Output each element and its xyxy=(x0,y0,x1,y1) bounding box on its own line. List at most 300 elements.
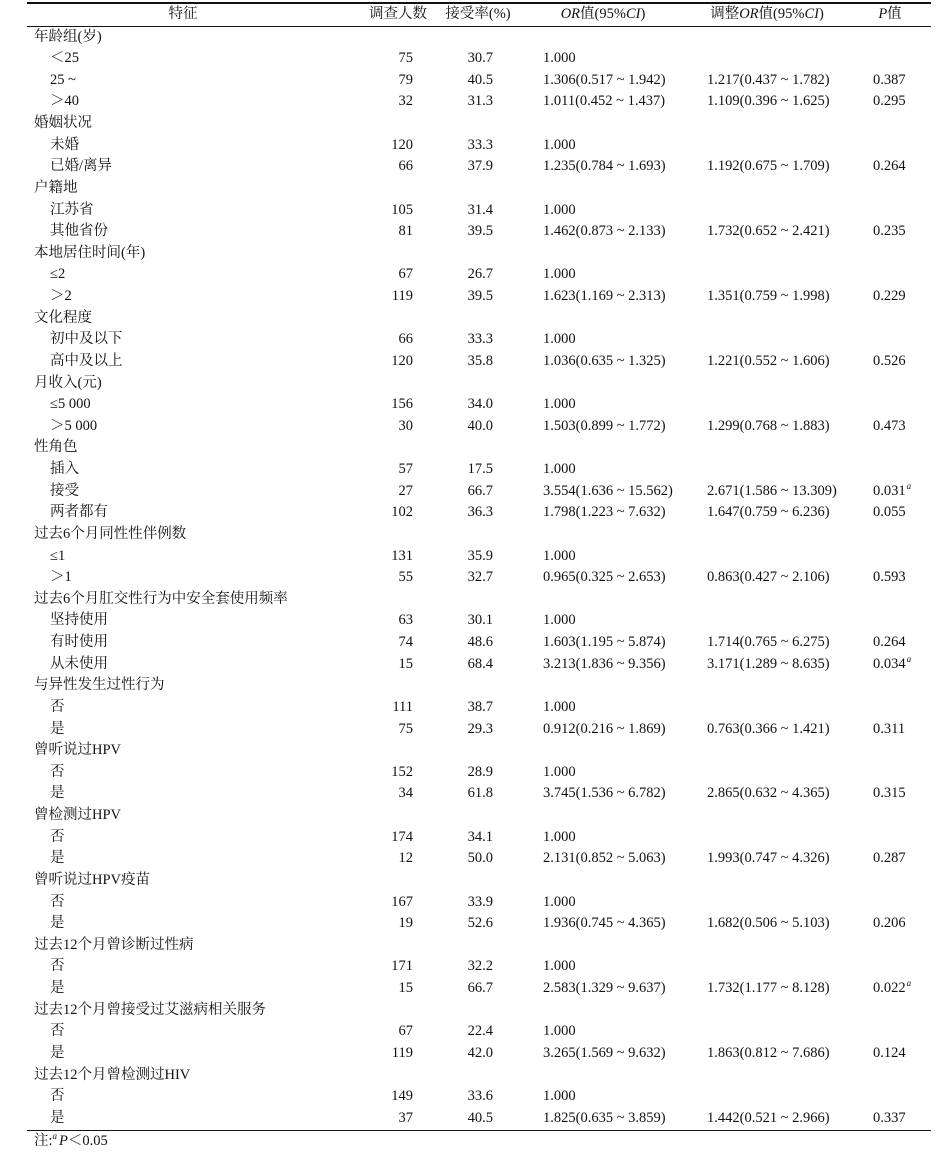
adjusted-or-value-text: 1.732(0.652 ~ 2.421) xyxy=(707,223,830,240)
survey-count-text: 75 xyxy=(398,720,413,737)
or-value xyxy=(543,502,666,524)
or-value-text: 1.000 xyxy=(543,201,576,218)
acceptance-rate xyxy=(435,481,493,503)
survey-count xyxy=(355,91,413,113)
or-value-text: 2.583(1.329 ~ 9.637) xyxy=(543,980,666,996)
group-label: 曾听说过HPV xyxy=(34,742,122,759)
table-row xyxy=(0,329,944,351)
column-header-text: OR xyxy=(560,6,581,22)
survey-count-text: 174 xyxy=(391,828,413,845)
or-value xyxy=(543,351,666,373)
or-value xyxy=(543,848,666,870)
adjusted-or-value xyxy=(707,848,830,870)
acceptance-rate-text: 17.5 xyxy=(467,461,493,477)
survey-count xyxy=(355,351,413,373)
survey-count-text: 156 xyxy=(391,396,413,413)
adjusted-or-value-text: 1.993(0.747 ~ 4.326) xyxy=(707,850,830,867)
acceptance-rate xyxy=(435,848,493,870)
p-value-text: 0.264 xyxy=(873,158,906,175)
or-value xyxy=(543,956,576,978)
or-value xyxy=(543,459,576,481)
adjusted-or-value xyxy=(707,1043,830,1065)
survey-count xyxy=(355,394,413,416)
acceptance-rate xyxy=(435,546,493,568)
table-row xyxy=(0,200,944,222)
or-value xyxy=(543,394,576,416)
group-row xyxy=(0,805,944,827)
row-label: 否 xyxy=(50,763,65,780)
or-value-text: 1.000 xyxy=(543,50,576,67)
or-value-text: 1.462(0.873 ~ 2.133) xyxy=(543,223,666,240)
adjusted-or-value-text: 1.682(0.506 ~ 5.103) xyxy=(707,915,830,932)
column-header-acceptance-rate xyxy=(436,3,520,26)
survey-count-text: 55 xyxy=(398,569,413,586)
table-row xyxy=(0,70,944,92)
row-label: 是 xyxy=(50,1044,65,1061)
survey-count xyxy=(355,654,413,676)
or-value xyxy=(543,654,666,676)
row-label: 两者都有 xyxy=(50,504,108,521)
survey-count-text: 67 xyxy=(398,266,413,283)
p-value xyxy=(873,783,906,805)
group-row xyxy=(0,437,944,459)
column-header-text: 调整 xyxy=(710,6,740,22)
adjusted-or-value-text: 1.299(0.768 ~ 1.883) xyxy=(707,417,830,434)
or-value xyxy=(543,1021,576,1043)
survey-count xyxy=(355,610,413,632)
survey-count-text: 66 xyxy=(398,331,413,348)
or-value xyxy=(543,546,576,568)
or-value-text: 1.000 xyxy=(543,698,576,715)
group-row xyxy=(0,373,944,395)
acceptance-rate-text: 35.9 xyxy=(467,547,493,564)
acceptance-rate-text: 33.6 xyxy=(467,1088,493,1105)
survey-count xyxy=(355,481,413,503)
adjusted-or-value xyxy=(707,783,830,805)
group-row xyxy=(0,589,944,611)
column-header-adjusted-or-value xyxy=(697,3,837,26)
survey-count-text: 119 xyxy=(391,288,413,304)
footnote xyxy=(34,1132,108,1150)
or-value xyxy=(543,91,665,113)
table-row xyxy=(0,502,944,524)
survey-count xyxy=(355,329,413,351)
p-value xyxy=(873,416,906,438)
adjusted-or-value-text: 1.217(0.437 ~ 1.782) xyxy=(707,71,830,88)
row-label: 是 xyxy=(50,785,65,802)
or-value-text: 3.745(1.536 ~ 6.782) xyxy=(543,785,666,802)
acceptance-rate xyxy=(435,783,493,805)
group-row xyxy=(0,740,944,762)
survey-count xyxy=(355,1021,413,1043)
row-label: 25 ~ xyxy=(50,71,76,88)
row-label: ＞40 xyxy=(50,93,79,110)
acceptance-rate xyxy=(435,48,493,70)
column-header-text: 接受率(%) xyxy=(445,6,511,22)
survey-count xyxy=(355,286,413,308)
acceptance-rate xyxy=(435,1086,493,1108)
or-value-text: 0.912(0.216 ~ 1.869) xyxy=(543,720,666,737)
acceptance-rate-text: 48.6 xyxy=(467,634,493,650)
or-value-text: 1.000 xyxy=(543,547,576,564)
survey-count xyxy=(355,978,413,1000)
column-header-text: CI xyxy=(625,6,641,22)
table-row xyxy=(0,459,944,481)
p-value-text: 0.124 xyxy=(873,1044,906,1061)
p-value xyxy=(873,913,906,935)
adjusted-or-value-text: 0.763(0.366 ~ 1.421) xyxy=(707,720,830,737)
row-label: 坚持使用 xyxy=(50,612,108,629)
p-value-text: 0.055 xyxy=(873,504,906,521)
survey-count-text: 119 xyxy=(391,1044,413,1061)
adjusted-or-value-text: 2.865(0.632 ~ 4.365) xyxy=(707,785,830,802)
survey-count-text: 19 xyxy=(398,915,413,932)
column-header-survey-count xyxy=(360,3,436,26)
adjusted-or-value xyxy=(707,221,830,243)
adjusted-or-value xyxy=(707,416,830,438)
row-label: 插入 xyxy=(50,461,79,477)
table-row xyxy=(0,632,944,654)
column-header-text: 特征 xyxy=(168,6,198,22)
or-value-text: 1.623(1.169 ~ 2.313) xyxy=(543,288,666,304)
p-value xyxy=(873,848,906,870)
adjusted-or-value xyxy=(707,91,830,113)
or-value xyxy=(543,783,666,805)
group-label: 过去12个月曾检测过HIV xyxy=(34,1066,191,1083)
or-value xyxy=(543,156,666,178)
group-label: 婚姻状况 xyxy=(34,115,92,131)
acceptance-rate-text: 34.0 xyxy=(467,396,493,413)
survey-count-text: 66 xyxy=(398,158,413,175)
survey-count-text: 152 xyxy=(391,763,413,780)
adjusted-or-value xyxy=(707,567,830,589)
row-label: 是 xyxy=(50,720,65,737)
p-value xyxy=(873,978,911,1000)
acceptance-rate xyxy=(435,221,493,243)
survey-count xyxy=(355,848,413,870)
or-value xyxy=(543,978,666,1000)
group-row xyxy=(0,27,944,49)
row-label: 有时使用 xyxy=(50,634,108,650)
acceptance-rate-text: 39.5 xyxy=(467,223,493,240)
p-value-text: 0.473 xyxy=(873,417,906,434)
acceptance-rate-text: 33.3 xyxy=(467,136,493,153)
acceptance-rate-text: 39.5 xyxy=(467,288,493,304)
survey-count xyxy=(355,48,413,70)
acceptance-rate xyxy=(435,632,493,654)
adjusted-or-value xyxy=(707,719,830,741)
acceptance-rate xyxy=(435,1108,493,1130)
acceptance-rate-text: 40.5 xyxy=(467,1109,493,1126)
table-row xyxy=(0,762,944,784)
table-row xyxy=(0,697,944,719)
or-value-text: 1.306(0.517 ~ 1.942) xyxy=(543,71,666,88)
acceptance-rate xyxy=(435,762,493,784)
row-label: 是 xyxy=(50,1109,65,1126)
group-row xyxy=(0,113,944,135)
acceptance-rate xyxy=(435,827,493,849)
table-row xyxy=(0,48,944,70)
adjusted-or-value-text: 1.221(0.552 ~ 1.606) xyxy=(707,352,830,369)
or-value-text: 3.213(1.836 ~ 9.356) xyxy=(543,655,666,672)
acceptance-rate xyxy=(435,654,493,676)
or-value-text: 1.936(0.745 ~ 4.365) xyxy=(543,915,666,932)
adjusted-or-value xyxy=(707,913,830,935)
group-label: 曾检测过HPV xyxy=(34,807,122,823)
or-value-text: 1.503(0.899 ~ 1.772) xyxy=(543,417,666,434)
column-header-text: 调查人数 xyxy=(369,6,427,22)
p-value xyxy=(873,567,906,589)
column-header-text: 值 xyxy=(887,6,902,22)
survey-count-text: 30 xyxy=(398,417,413,434)
row-label: 是 xyxy=(50,850,65,867)
survey-count xyxy=(355,783,413,805)
column-header-p-value xyxy=(862,3,918,26)
table-row xyxy=(0,1043,944,1065)
or-value xyxy=(543,416,666,438)
or-value-text: 1.000 xyxy=(543,331,576,348)
survey-count-text: 167 xyxy=(391,893,413,910)
survey-count-text: 67 xyxy=(398,1023,413,1040)
survey-count-text: 74 xyxy=(398,634,413,650)
survey-count xyxy=(355,416,413,438)
adjusted-or-value xyxy=(707,502,830,524)
survey-count-text: 79 xyxy=(398,71,413,88)
footnote-mark: a xyxy=(52,1131,58,1142)
adjusted-or-value xyxy=(707,654,830,676)
column-header-text: P xyxy=(878,6,888,22)
p-value xyxy=(873,91,906,113)
survey-count-text: 63 xyxy=(398,612,413,629)
adjusted-or-value xyxy=(707,1108,830,1130)
survey-count-text: 120 xyxy=(391,352,413,369)
column-header-text: 值(95% xyxy=(758,6,805,22)
acceptance-rate xyxy=(435,264,493,286)
or-value xyxy=(543,221,666,243)
group-row xyxy=(0,1065,944,1087)
footnote-p-symbol: P xyxy=(59,1133,68,1149)
table-row xyxy=(0,286,944,308)
or-value-text: 1.000 xyxy=(543,1023,576,1040)
acceptance-rate-text: 68.4 xyxy=(467,655,493,672)
acceptance-rate-text: 33.9 xyxy=(467,893,493,910)
or-value xyxy=(543,200,576,222)
survey-count xyxy=(355,1086,413,1108)
survey-count-text: 81 xyxy=(398,223,413,240)
adjusted-or-value xyxy=(707,978,830,1000)
acceptance-rate xyxy=(435,1021,493,1043)
acceptance-rate-text: 26.7 xyxy=(467,266,493,283)
table-row xyxy=(0,221,944,243)
table-row xyxy=(0,546,944,568)
p-value xyxy=(873,351,906,373)
survey-count xyxy=(355,1108,413,1130)
row-label: ≤1 xyxy=(50,547,66,564)
column-header-or-value xyxy=(543,3,663,26)
acceptance-rate-text: 32.7 xyxy=(467,569,493,586)
or-value-text: 1.000 xyxy=(543,763,576,780)
p-value xyxy=(873,632,906,654)
table-row xyxy=(0,654,944,676)
row-label: 未婚 xyxy=(50,136,79,153)
row-label: 否 xyxy=(50,1088,65,1105)
survey-count xyxy=(355,200,413,222)
row-label: ＞2 xyxy=(50,288,72,304)
or-value-text: 1.825(0.635 ~ 3.859) xyxy=(543,1109,666,1126)
acceptance-rate xyxy=(435,892,493,914)
p-value-text: 0.229 xyxy=(873,288,906,304)
acceptance-rate-text: 31.3 xyxy=(467,93,493,110)
or-value-text: 1.000 xyxy=(543,612,576,629)
row-label: 高中及以上 xyxy=(50,352,123,369)
survey-count-text: 120 xyxy=(391,136,413,153)
acceptance-rate-text: 35.8 xyxy=(467,352,493,369)
group-row xyxy=(0,524,944,546)
survey-count xyxy=(355,567,413,589)
acceptance-rate-text: 40.0 xyxy=(467,417,493,434)
column-header-text: CI xyxy=(804,6,819,22)
table-row xyxy=(0,156,944,178)
acceptance-rate-text: 32.2 xyxy=(467,958,493,975)
adjusted-or-value-text: 0.863(0.427 ~ 2.106) xyxy=(707,569,830,586)
table-row xyxy=(0,783,944,805)
or-value-text: 3.554(1.636 ~ 15.562) xyxy=(543,482,673,499)
or-value-text: 1.000 xyxy=(543,266,576,283)
or-value xyxy=(543,697,576,719)
or-value xyxy=(543,913,666,935)
table-row xyxy=(0,351,944,373)
acceptance-rate-text: 34.1 xyxy=(467,828,493,845)
or-value-text: 1.798(1.223 ~ 7.632) xyxy=(543,504,666,521)
acceptance-rate xyxy=(435,329,493,351)
or-value-text: 1.000 xyxy=(543,136,576,153)
group-label: 性角色 xyxy=(34,439,78,456)
table-row xyxy=(0,91,944,113)
row-label: 否 xyxy=(50,893,65,910)
acceptance-rate-text: 31.4 xyxy=(467,201,493,218)
survey-count-text: 111 xyxy=(392,698,413,715)
table-row xyxy=(0,394,944,416)
row-label: ≤5 000 xyxy=(50,396,91,413)
survey-count-text: 75 xyxy=(398,50,413,67)
acceptance-rate-text: 40.5 xyxy=(467,71,493,88)
row-label: 接受 xyxy=(50,482,79,499)
adjusted-or-value xyxy=(707,481,837,503)
table-row xyxy=(0,1086,944,1108)
group-label: 年龄组(岁) xyxy=(34,28,102,45)
or-value xyxy=(543,1108,666,1130)
survey-count xyxy=(355,502,413,524)
p-value-text: 0.264 xyxy=(873,634,906,650)
group-label: 户籍地 xyxy=(34,179,78,196)
acceptance-rate xyxy=(435,978,493,1000)
p-value-text: 0.295 xyxy=(873,93,906,110)
p-value-text: 0.315 xyxy=(873,785,906,802)
table-row xyxy=(0,719,944,741)
significance-mark: a xyxy=(906,480,912,491)
row-label: 否 xyxy=(50,1023,65,1040)
acceptance-rate-text: 38.7 xyxy=(467,698,493,715)
row-label: 是 xyxy=(50,980,65,996)
group-row xyxy=(0,870,944,892)
or-value xyxy=(543,481,673,503)
table-row xyxy=(0,913,944,935)
table-row xyxy=(0,892,944,914)
acceptance-rate xyxy=(435,719,493,741)
p-value-text: 0.022 xyxy=(873,980,906,996)
or-value-text: 1.011(0.452 ~ 1.437) xyxy=(543,93,666,110)
group-label: 过去6个月肛交性行为中安全套使用频率 xyxy=(34,590,288,607)
or-value-text: 1.603(1.195 ~ 5.874) xyxy=(543,634,666,650)
adjusted-or-value-text: 1.732(1.177 ~ 8.128) xyxy=(707,980,830,996)
or-value-text: 3.265(1.569 ~ 9.632) xyxy=(543,1044,666,1061)
adjusted-or-value-text: 1.109(0.396 ~ 1.625) xyxy=(707,93,830,110)
or-value-text: 0.965(0.325 ~ 2.653) xyxy=(543,569,666,586)
acceptance-rate-text: 50.0 xyxy=(467,850,493,867)
survey-count-text: 15 xyxy=(398,655,413,672)
survey-count xyxy=(355,697,413,719)
survey-count xyxy=(355,827,413,849)
p-value xyxy=(873,719,905,741)
or-value-text: 1.000 xyxy=(543,461,576,477)
p-value xyxy=(873,502,906,524)
or-value xyxy=(543,610,576,632)
adjusted-or-value-text: 2.671(1.586 ~ 13.309) xyxy=(707,482,837,499)
acceptance-rate xyxy=(435,135,493,157)
significance-mark: a xyxy=(906,978,912,989)
or-value xyxy=(543,286,666,308)
row-label: ≤2 xyxy=(50,266,66,283)
adjusted-or-value-text: 1.192(0.675 ~ 1.709) xyxy=(707,158,830,175)
acceptance-rate xyxy=(435,156,493,178)
p-value-text: 0.311 xyxy=(873,720,906,737)
column-header-text: 值(95% xyxy=(580,6,626,22)
group-label: 过去12个月曾接受过艾滋病相关服务 xyxy=(34,1001,266,1018)
acceptance-rate xyxy=(435,610,493,632)
adjusted-or-value xyxy=(707,286,830,308)
acceptance-rate xyxy=(435,913,493,935)
table-row xyxy=(0,1021,944,1043)
acceptance-rate xyxy=(435,91,493,113)
or-value xyxy=(543,762,576,784)
p-value-text: 0.034 xyxy=(873,655,906,672)
p-value xyxy=(873,221,906,243)
p-value-text: 0.206 xyxy=(873,915,906,932)
p-value xyxy=(873,1108,906,1130)
or-value-text: 1.000 xyxy=(543,958,576,975)
or-value xyxy=(543,48,576,70)
acceptance-rate-text: 33.3 xyxy=(467,331,493,348)
or-value-text: 1.000 xyxy=(543,1088,576,1105)
acceptance-rate xyxy=(435,286,493,308)
acceptance-rate-text: 30.1 xyxy=(467,612,493,629)
acceptance-rate xyxy=(435,956,493,978)
group-row xyxy=(0,178,944,200)
row-label: 初中及以下 xyxy=(50,331,123,348)
survey-count-text: 131 xyxy=(391,547,413,564)
row-label: 否 xyxy=(50,958,65,975)
row-label: 从未使用 xyxy=(50,655,108,672)
survey-count xyxy=(355,719,413,741)
row-label: ＞5 000 xyxy=(50,417,98,434)
footnote-text: ＜0.05 xyxy=(67,1133,108,1149)
survey-count xyxy=(355,546,413,568)
table-row xyxy=(0,827,944,849)
adjusted-or-value-text: 3.171(1.289 ~ 8.635) xyxy=(707,655,830,672)
adjusted-or-value xyxy=(707,156,830,178)
adjusted-or-value-text: 1.351(0.759 ~ 1.998) xyxy=(707,288,830,304)
acceptance-rate-text: 30.7 xyxy=(467,50,493,67)
